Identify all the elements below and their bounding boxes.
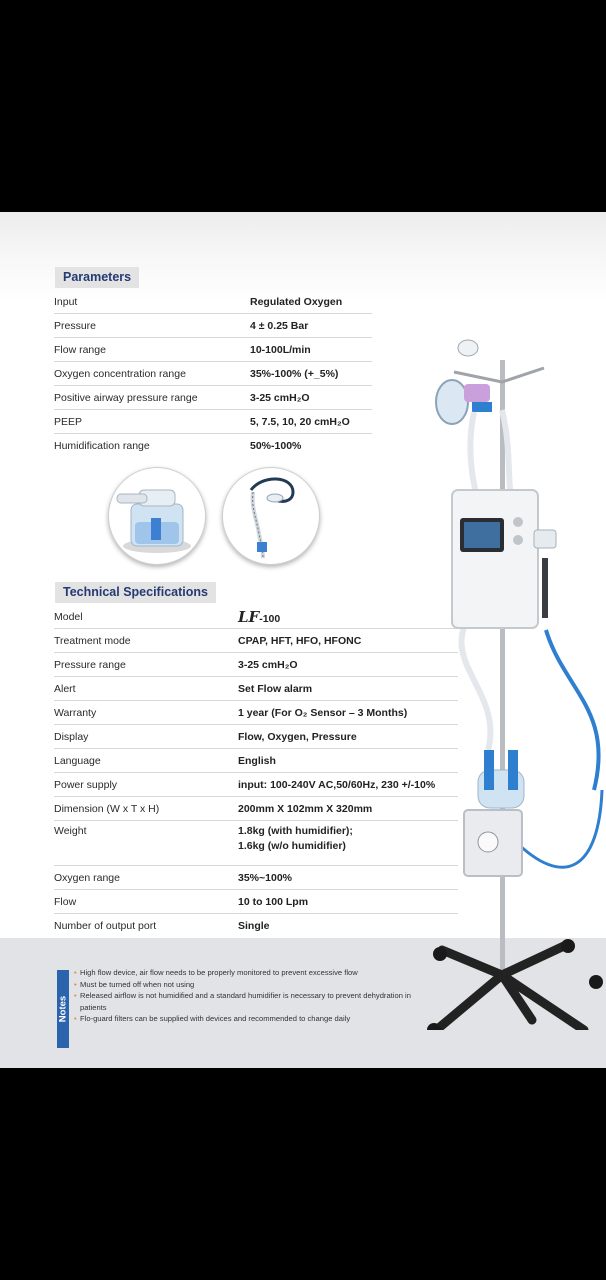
spec-value: 35%~100% xyxy=(238,866,458,890)
spec-value: 200mm X 102mm X 320mm xyxy=(238,797,458,821)
spec-label: Warranty xyxy=(54,701,238,725)
list-item: • High flow device, air flow needs to be properly monitored to prevent excessive flow xyxy=(74,967,424,979)
param-value: 4 ± 0.25 Bar xyxy=(250,314,372,338)
spec-value: Flow, Oxygen, Pressure xyxy=(238,725,458,749)
weight-line-1: 1.8kg (with humidifier); xyxy=(238,825,353,837)
table-row xyxy=(54,386,372,410)
spec-label: Pressure range xyxy=(54,653,238,677)
spec-label: Weight xyxy=(54,821,238,866)
param-value: 3-25 cmH₂O xyxy=(250,386,372,410)
table-row xyxy=(54,434,372,458)
param-label: Flow range xyxy=(54,338,250,362)
spec-value: Set Flow alarm xyxy=(238,677,458,701)
table-row xyxy=(54,338,372,362)
model-suffix: -100 xyxy=(259,612,281,625)
table-row xyxy=(54,914,458,938)
param-label: Input xyxy=(54,290,250,314)
humidifier-chamber-image xyxy=(108,467,206,565)
table-row xyxy=(54,725,458,749)
parameters-title: Parameters xyxy=(55,267,139,288)
param-label: Humidification range xyxy=(54,439,150,452)
spec-label: Power supply xyxy=(54,773,238,797)
spec-label: Display xyxy=(54,725,238,749)
spec-value: Single xyxy=(238,919,270,932)
table-row xyxy=(54,605,458,629)
spec-label: Oxygen range xyxy=(54,866,238,890)
spec-value: input: 100-240V AC,50/60Hz, 230 +/-10% xyxy=(238,773,458,797)
table-row xyxy=(54,314,372,338)
spec-label: Flow xyxy=(54,890,238,914)
spec-value: 10 to 100 Lpm xyxy=(238,890,458,914)
spec-label: Language xyxy=(54,749,238,773)
model-logo: LF xyxy=(238,607,260,626)
notes-list xyxy=(74,967,424,1025)
spec-label: Treatment mode xyxy=(54,629,238,653)
list-item: • Must be turned off when not using xyxy=(74,979,424,991)
table-row xyxy=(54,653,458,677)
notes-tab-label: Notes xyxy=(57,995,69,1023)
list-item: • Flo-guard filters can be supplied with devices and recommended to change daily xyxy=(74,1013,424,1025)
list-item: • Released airflow is not humidified and a standard humidifier is necessary to prevent dehydration in patients xyxy=(74,990,424,1013)
param-value: 5, 7.5, 10, 20 cmH₂O xyxy=(250,410,372,434)
table-row xyxy=(54,821,458,866)
spec-label: Number of output port xyxy=(54,919,157,932)
param-value: 10-100L/min xyxy=(250,338,372,362)
param-label: PEEP xyxy=(54,410,250,434)
spec-label: Model xyxy=(54,605,238,629)
notes-tab xyxy=(57,970,69,1048)
table-row xyxy=(54,362,372,386)
spec-value: CPAP, HFT, HFO, HFONC xyxy=(238,629,458,653)
table-row xyxy=(54,290,372,314)
table-row xyxy=(54,890,458,914)
spec-label: Alert xyxy=(54,677,238,701)
parameters-table xyxy=(54,290,372,457)
spec-label: Dimension (W x T x H) xyxy=(54,797,238,821)
param-value: Regulated Oxygen xyxy=(250,290,372,314)
table-row xyxy=(54,410,372,434)
table-row xyxy=(54,677,458,701)
param-value: 50%-100% xyxy=(250,439,302,452)
spec-value: English xyxy=(238,749,458,773)
nasal-cannula-image xyxy=(222,467,320,565)
tech-specs-table xyxy=(54,605,458,937)
weight-line-2: 1.6kg (w/o humidifier) xyxy=(238,840,346,852)
high-flow-device-image xyxy=(414,330,606,1030)
spec-value: 3-25 cmH₂O xyxy=(238,653,458,677)
spec-value: 1 year (For O₂ Sensor – 3 Months) xyxy=(238,701,458,725)
table-row xyxy=(54,749,458,773)
param-value: 35%-100% (+_5%) xyxy=(250,362,372,386)
table-row xyxy=(54,797,458,821)
table-row xyxy=(54,629,458,653)
param-label: Positive airway pressure range xyxy=(54,386,250,410)
param-label: Oxygen concentration range xyxy=(54,362,250,386)
table-row xyxy=(54,866,458,890)
spec-sheet xyxy=(0,212,606,1068)
table-row xyxy=(54,701,458,725)
table-row xyxy=(54,773,458,797)
tech-specs-title: Technical Specifications xyxy=(55,582,216,603)
param-label: Pressure xyxy=(54,314,250,338)
